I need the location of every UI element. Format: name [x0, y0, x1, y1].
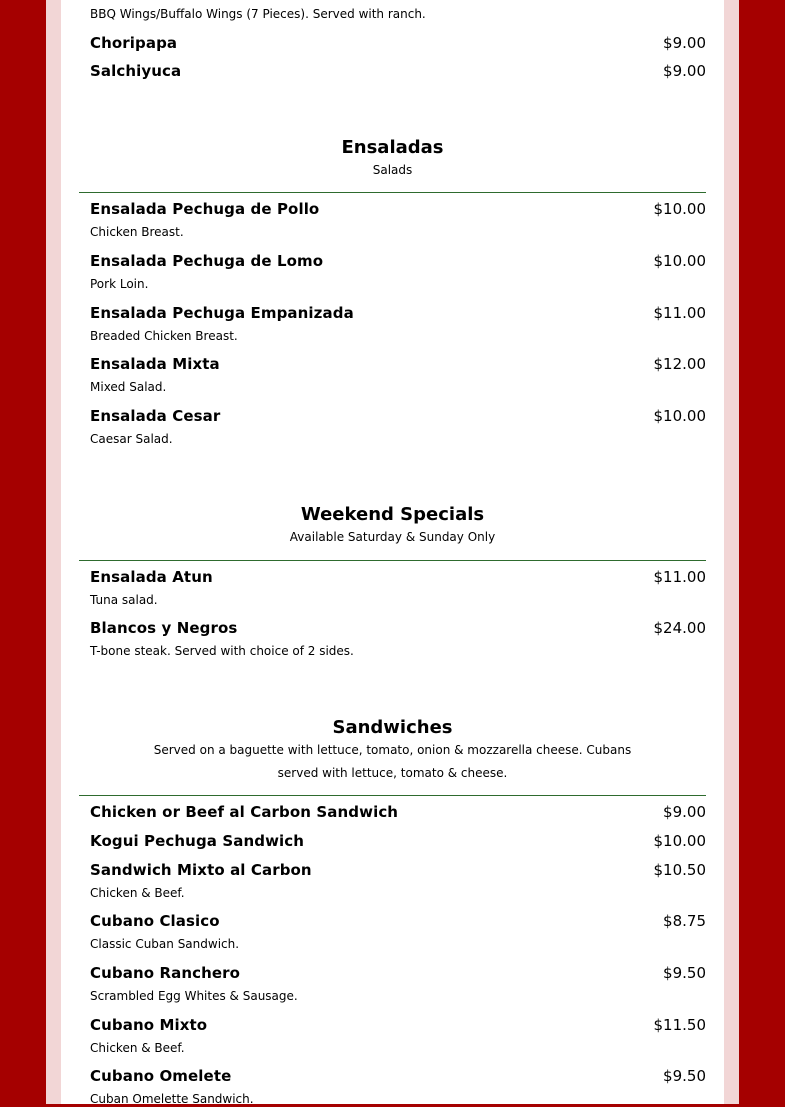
item-price: $11.00: [653, 568, 706, 586]
item-description: Chicken Breast.: [90, 225, 184, 239]
item-name: Cubano Clasico: [90, 912, 220, 930]
item-price: $12.00: [653, 355, 706, 373]
item-description: Mixed Salad.: [90, 380, 167, 394]
menu-item: [79, 252, 706, 292]
section-subtitle-line2: served with lettuce, tomato & cheese.: [277, 766, 508, 780]
menu-item-choripapa: [79, 34, 706, 52]
section-subtitle-line1: Served on a baguette with lettuce, tomato, onion & mozzarella cheese. Cubans: [153, 743, 632, 757]
menu-item: [79, 619, 706, 659]
item-price: $9.00: [663, 62, 706, 80]
section-title: Sandwiches: [332, 717, 453, 738]
menu-item: [79, 832, 706, 850]
item-name: Ensalada Cesar: [90, 407, 221, 425]
item-description: BBQ Wings/Buffalo Wings (7 Pieces). Served with ranch.: [90, 7, 426, 21]
item-description: Chicken & Beef.: [90, 886, 185, 900]
section-header-sandwiches: [79, 717, 706, 785]
section-subtitle: Salads: [372, 163, 413, 177]
section-divider: [79, 192, 706, 193]
item-description: Pork Loin.: [90, 277, 149, 291]
item-price: $10.50: [653, 861, 706, 879]
item-description: T-bone steak. Served with choice of 2 sides.: [90, 644, 354, 658]
section-title: Weekend Specials: [300, 504, 485, 525]
menu-page: [61, 0, 724, 1104]
item-description: Chicken & Beef.: [90, 1041, 185, 1055]
item-name: Sandwich Mixto al Carbon: [90, 861, 312, 879]
menu-item-wings: [79, 6, 706, 22]
item-price: $10.00: [653, 832, 706, 850]
menu-item-salchiyuca: [79, 62, 706, 80]
item-name: Cubano Mixto: [90, 1016, 208, 1034]
item-price: $10.00: [653, 252, 706, 270]
menu-item: [79, 304, 706, 344]
section-header-weekend-specials: [79, 504, 706, 549]
item-description: Cuban Omelette Sandwich.: [90, 1092, 254, 1106]
menu-item: [79, 803, 706, 821]
item-price: $9.00: [663, 803, 706, 821]
item-price: $10.00: [653, 200, 706, 218]
item-price: $9.00: [663, 34, 706, 52]
section-divider: [79, 795, 706, 796]
item-name: Chicken or Beef al Carbon Sandwich: [90, 803, 399, 821]
menu-item: [79, 200, 706, 240]
menu-item: [79, 355, 706, 395]
item-name: Blancos y Negros: [90, 619, 238, 637]
section-subtitle: Available Saturday & Sunday Only: [289, 530, 496, 544]
item-name: Ensalada Atun: [90, 568, 213, 586]
menu-item: [79, 568, 706, 608]
item-price: $8.75: [663, 912, 706, 930]
item-description: Breaded Chicken Breast.: [90, 329, 238, 343]
menu-item: [79, 407, 706, 447]
item-price: $11.50: [653, 1016, 706, 1034]
item-name: Ensalada Pechuga Empanizada: [90, 304, 354, 322]
item-name: Choripapa: [90, 34, 178, 52]
item-description: Classic Cuban Sandwich.: [90, 937, 240, 951]
menu-item: [79, 964, 706, 1004]
item-name: Cubano Omelete: [90, 1067, 232, 1085]
item-name: Ensalada Pechuga de Pollo: [90, 200, 320, 218]
section-divider: [79, 560, 706, 561]
item-price: $10.00: [653, 407, 706, 425]
item-description: Tuna salad.: [90, 593, 158, 607]
item-price: $24.00: [653, 619, 706, 637]
item-price: $11.00: [653, 304, 706, 322]
section-title: Ensaladas: [341, 137, 444, 158]
item-name: Ensalada Mixta: [90, 355, 220, 373]
item-price: $9.50: [663, 1067, 706, 1085]
section-header-ensaladas: [79, 137, 706, 182]
item-description: Caesar Salad.: [90, 432, 173, 446]
menu-item: [79, 1016, 706, 1056]
item-price: $9.50: [663, 964, 706, 982]
item-description: Scrambled Egg Whites & Sausage.: [90, 989, 298, 1003]
item-name: Salchiyuca: [90, 62, 182, 80]
item-name: Kogui Pechuga Sandwich: [90, 832, 305, 850]
item-name: Ensalada Pechuga de Lomo: [90, 252, 324, 270]
item-name: Cubano Ranchero: [90, 964, 241, 982]
menu-item: [79, 1067, 706, 1107]
menu-item: [79, 912, 706, 952]
menu-item: [79, 861, 706, 901]
